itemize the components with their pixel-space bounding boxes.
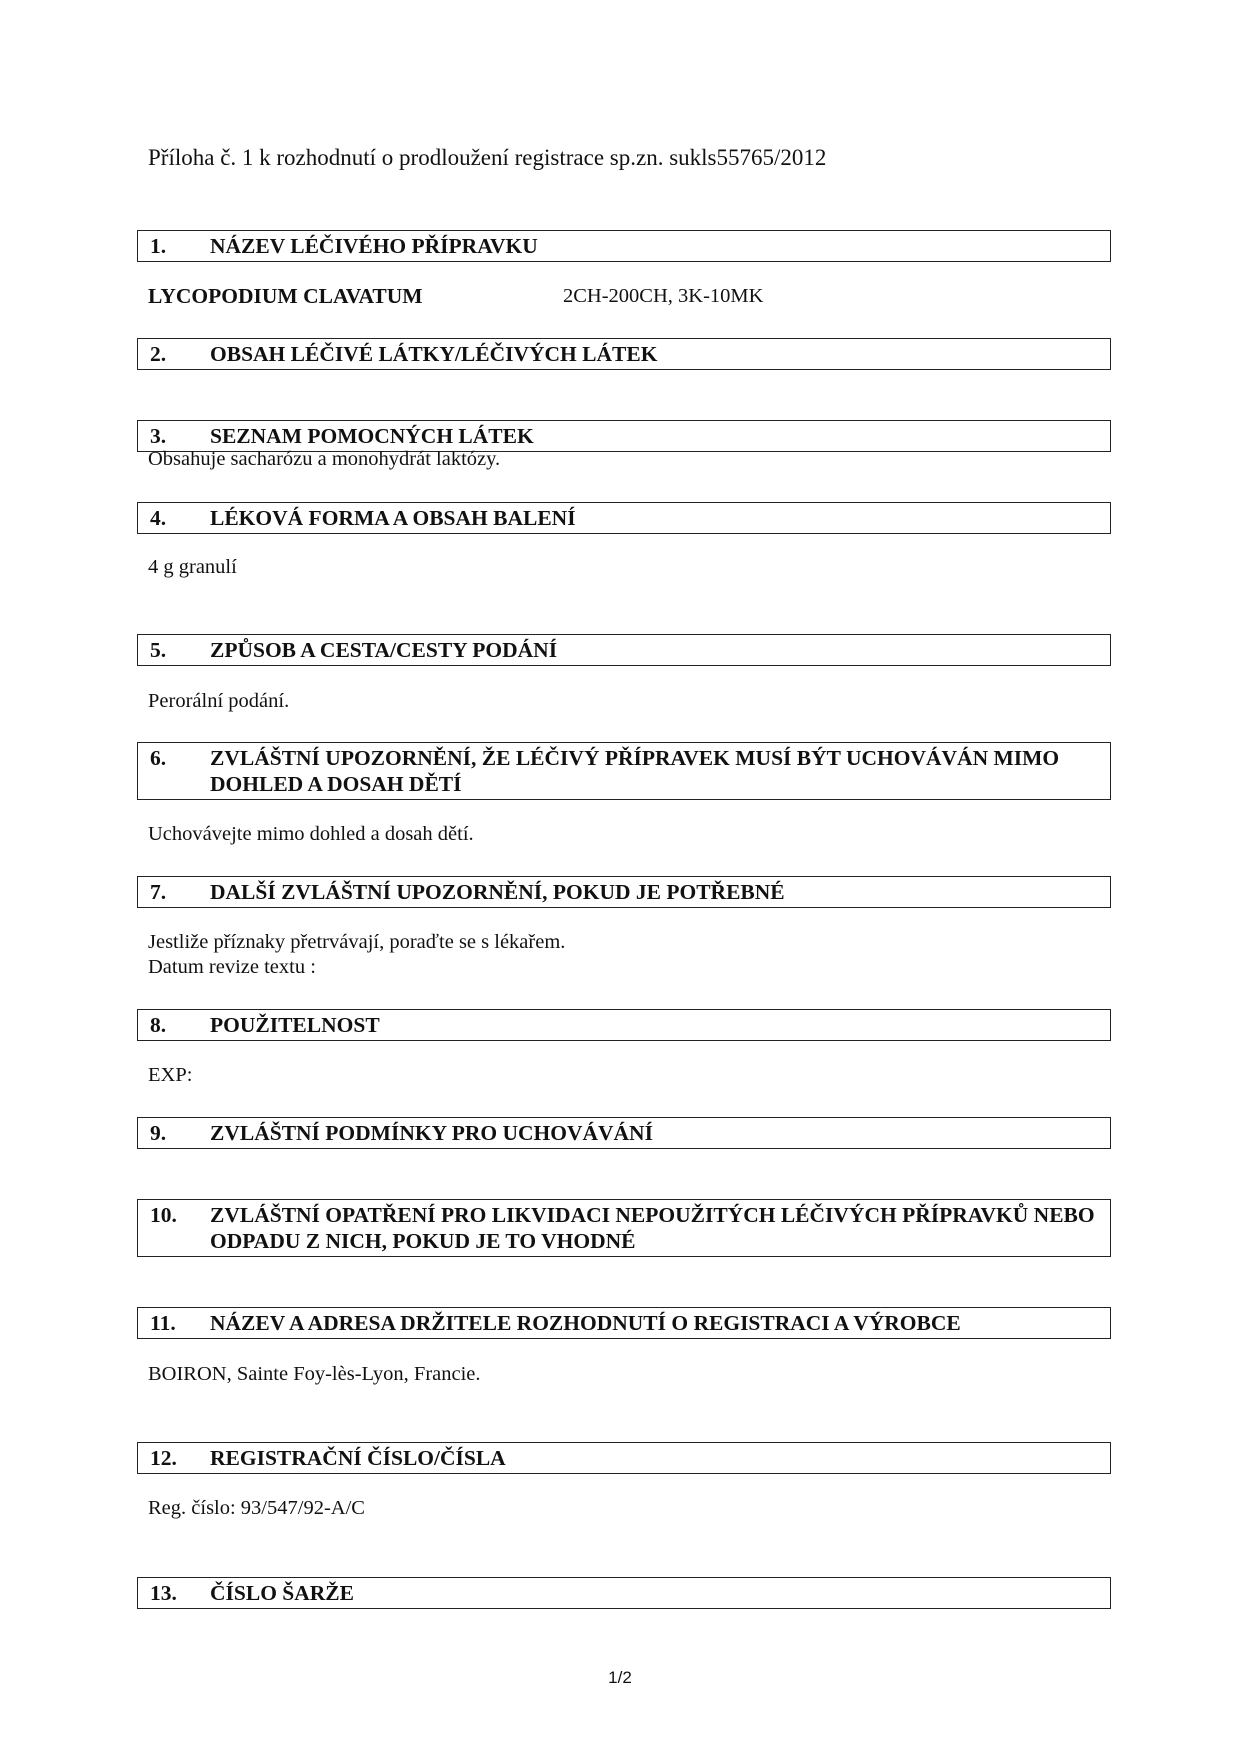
holder-text: BOIRON, Sainte Foy-lès-Lyon, Francie. bbox=[148, 1363, 481, 1385]
section-title: OBSAH LÉČIVÉ LÁTKY/LÉČIVÝCH LÁTEK bbox=[210, 342, 658, 366]
route-text: Perorální podání. bbox=[148, 690, 290, 712]
section-title: DALŠÍ ZVLÁŠTNÍ UPOZORNĚNÍ, POKUD JE POTŘEBNÉ bbox=[210, 880, 785, 904]
section-title: ZVLÁŠTNÍ PODMÍNKY PRO UCHOVÁVÁNÍ bbox=[210, 1121, 653, 1145]
page-number: 1/2 bbox=[608, 1668, 632, 1687]
section-title: ZVLÁŠTNÍ UPOZORNĚNÍ, ŽE LÉČIVÝ PŘÍPRAVEK MUSÍ BÝT UCHOVÁVÁN MIMO DOHLED A DOSAH DĚTÍ bbox=[210, 746, 1060, 796]
section-number: 12. bbox=[150, 1446, 177, 1470]
section-7-heading bbox=[137, 876, 1111, 908]
section-title: ZPŮSOB A CESTA/CESTY PODÁNÍ bbox=[210, 638, 558, 662]
section-number: 7. bbox=[150, 880, 167, 904]
section-10-heading bbox=[137, 1199, 1111, 1257]
section-11-heading bbox=[137, 1307, 1111, 1339]
children-warning-text: Uchovávejte mimo dohled a dosah dětí. bbox=[148, 823, 474, 845]
product-strength: 2CH-200CH, 3K-10MK bbox=[563, 285, 764, 307]
product-name: LYCOPODIUM CLAVATUM bbox=[148, 284, 423, 308]
section-number: 8. bbox=[150, 1013, 167, 1037]
section-number: 3. bbox=[150, 424, 167, 448]
section-number: 9. bbox=[150, 1121, 167, 1145]
section-number: 10. bbox=[150, 1203, 177, 1227]
section-2-heading bbox=[137, 338, 1111, 370]
section-4-heading bbox=[137, 502, 1111, 534]
registration-number-text: Reg. číslo: 93/547/92-A/C bbox=[148, 1497, 365, 1519]
section-1-heading bbox=[137, 230, 1111, 262]
excipients-text: Obsahuje sacharózu a monohydrát laktózy. bbox=[148, 448, 501, 470]
section-title: ZVLÁŠTNÍ OPATŘENÍ PRO LIKVIDACI NEPOUŽITÝCH LÉČIVÝCH PŘÍPRAVKŮ NEBO ODPADU Z NICH, POKUD JE TO VHODNÉ bbox=[210, 1203, 1095, 1253]
section-9-heading bbox=[137, 1117, 1111, 1149]
section-title: POUŽITELNOST bbox=[210, 1013, 380, 1037]
section-title: NÁZEV LÉČIVÉHO PŘÍPRAVKU bbox=[210, 234, 538, 258]
section-title: SEZNAM POMOCNÝCH LÁTEK bbox=[210, 424, 534, 448]
document-header: Příloha č. 1 k rozhodnutí o prodloužení registrace sp.zn. sukls55765/2012 bbox=[148, 145, 827, 170]
dosage-form-text: 4 g granulí bbox=[148, 556, 237, 578]
section-8-heading bbox=[137, 1009, 1111, 1041]
section-title: REGISTRAČNÍ ČÍSLO/ČÍSLA bbox=[210, 1446, 506, 1470]
section-number: 4. bbox=[150, 506, 167, 530]
section-6-heading bbox=[137, 742, 1111, 800]
section-number: 2. bbox=[150, 342, 167, 366]
section-5-heading bbox=[137, 634, 1111, 666]
revision-date-text: Datum revize textu : bbox=[148, 956, 316, 978]
expiry-text: EXP: bbox=[148, 1064, 193, 1086]
section-number: 6. bbox=[150, 746, 167, 770]
section-12-heading bbox=[137, 1442, 1111, 1474]
section-number: 5. bbox=[150, 638, 167, 662]
section-title: LÉKOVÁ FORMA A OBSAH BALENÍ bbox=[210, 506, 576, 530]
section-title: ČÍSLO ŠARŽE bbox=[210, 1581, 354, 1605]
section-number: 1. bbox=[150, 234, 167, 258]
section-number: 11. bbox=[150, 1311, 176, 1335]
section-title: NÁZEV A ADRESA DRŽITELE ROZHODNUTÍ O REGISTRACI A VÝROBCE bbox=[210, 1311, 961, 1335]
section-number: 13. bbox=[150, 1581, 177, 1605]
section-13-heading bbox=[137, 1577, 1111, 1609]
other-warning-text: Jestliže příznaky přetrvávají, poraďte se s lékařem. bbox=[148, 931, 566, 953]
